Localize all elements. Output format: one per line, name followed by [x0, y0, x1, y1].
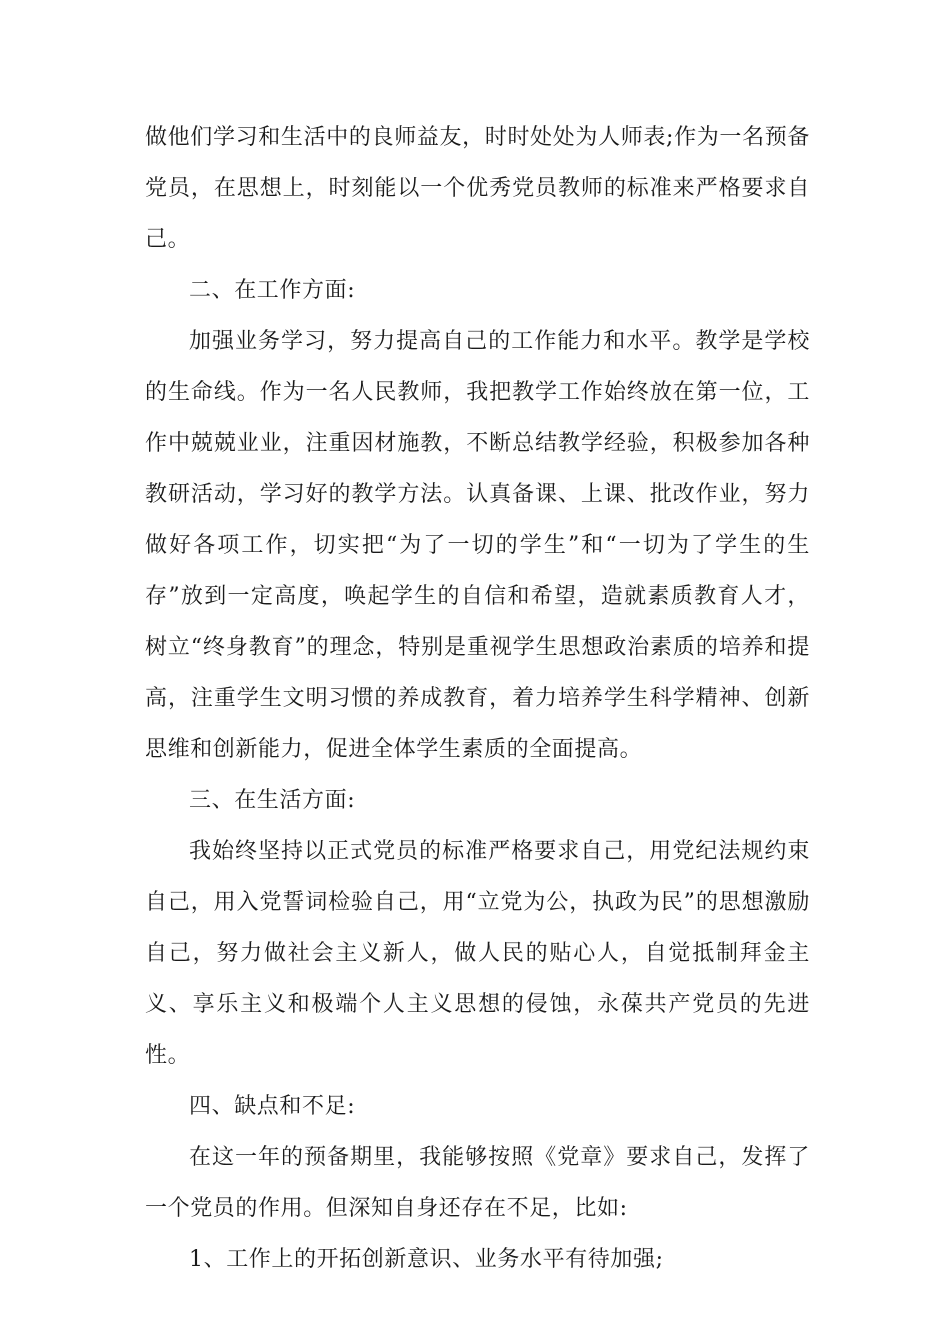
- section-heading-shortcomings: 四、缺点和不足:: [189, 1094, 356, 1119]
- section-heading-work: 二、在工作方面:: [189, 278, 356, 303]
- list-item-1: 1、工作上的开拓创新意识、业务水平有待加强;: [189, 1247, 664, 1272]
- paragraph-work: 加强业务学习，努力提高自己的工作能力和水平。教学是学校的生命线。作为一名人民教师，我把教学工作始终放在第一位，工作中兢兢业业，注重因材施教，不断总结教学经验，积极参加各种教研活动，学习好的教学方法。认真备课、上课、批改作业，努力做好各项工作，切实把“为了一切的学生”和“一切为了学生的生存”放到一定高度，唤起学生的自信和希望，造就素质教育人才，树立“终身教育”的理念，特别是重视学生思想政治素质的培养和提高，注重学生文明习惯的养成教育，着力培养学生科学精神、创新思维和创新能力，促进全体学生素质的全面提高。: [145, 329, 810, 762]
- paragraph-life: 我始终坚持以正式党员的标准严格要求自己，用党纪法规约束自己，用入党誓词检验自己，用“立党为公，执政为民”的思想激励自己，努力做社会主义新人，做人民的贴心人，自觉抵制拜金主义、享乐主义和极端个人主义思想的侵蚀，永葆共产党员的先进性。: [145, 839, 810, 1068]
- document-body: [145, 112, 810, 1285]
- paragraph-continuation: 做他们学习和生活中的良师益友，时时处处为人师表;作为一名预备党员，在思想上，时刻能以一个优秀党员教师的标准来严格要求自己。: [145, 125, 810, 252]
- paragraph-shortcomings: 在这一年的预备期里，我能够按照《党章》要求自己，发挥了一个党员的作用。但深知自身还存在不足，比如:: [145, 1145, 810, 1221]
- section-heading-life: 三、在生活方面:: [189, 788, 356, 813]
